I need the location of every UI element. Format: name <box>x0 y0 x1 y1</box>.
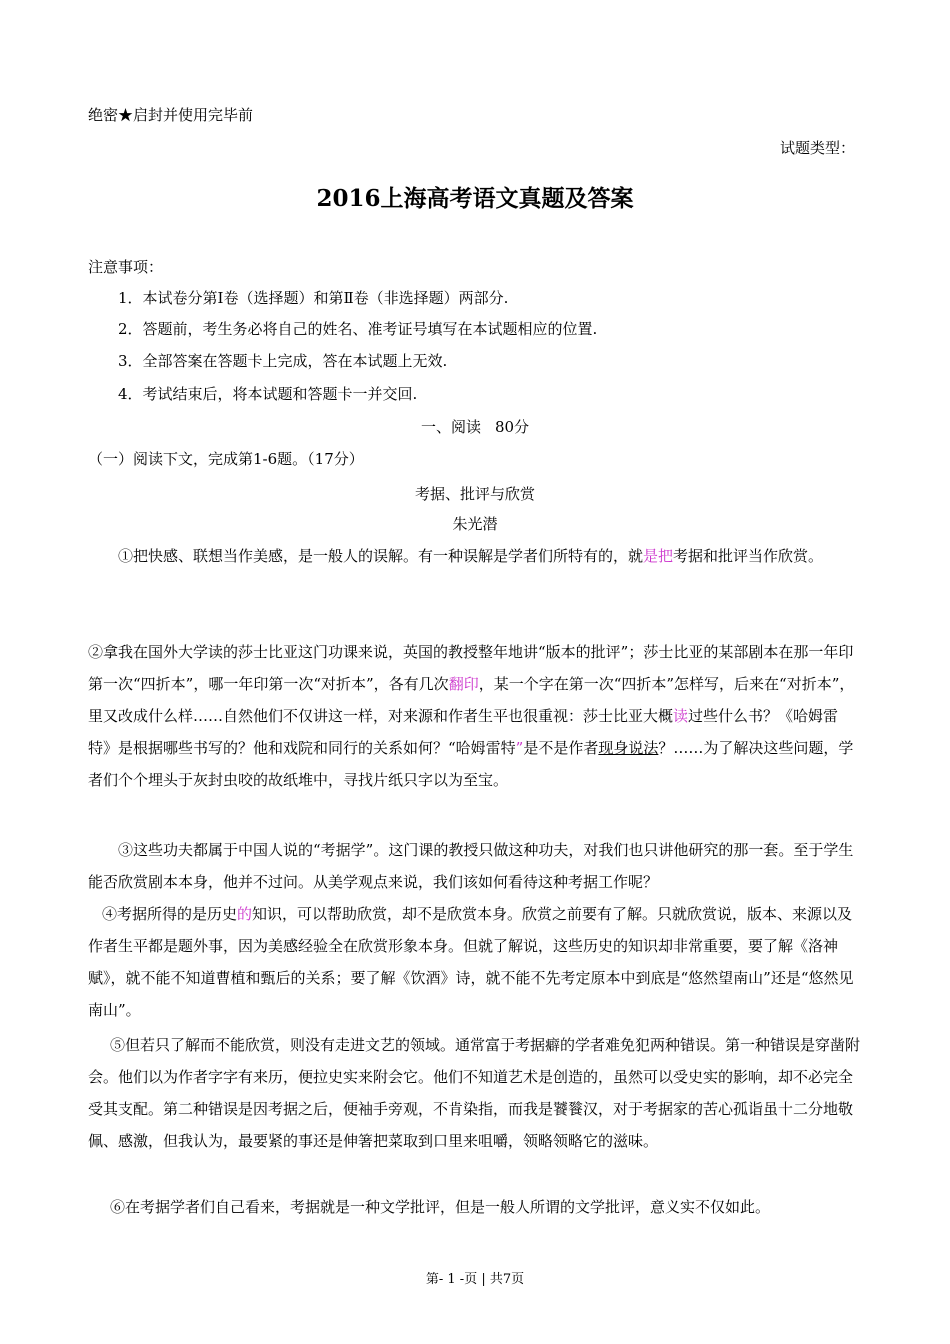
article-title: 考据、批评与欣赏 <box>414 485 535 503</box>
section-score: 80分 <box>494 418 530 436</box>
question-type-label: 试题类型： <box>779 139 855 157</box>
notice-heading: 注意事项： <box>88 258 164 276</box>
paragraph-2: ②拿我在国外大学读的莎士比亚这门功课来说，英国的教授整年地讲“版本的批评”；莎士比亚的某部剧本在那一年印第一次“四折本”，哪一年印第一次“对折本”，各有几次翻印，某一个字在第一次“四折本”怎样写，后来在“对折本”，里又改成什么样……自然他们不仅讲这一样，对来源和作者生平也很重视：莎士比亚大概读过些什么书？《哈姆雷特》是根据哪些书写的？他和戏院和同行的关系如何？“哈姆雷特”是不是作者现身说法？……为了解决这些问题，学者们个个埋头于灰封虫咬的故纸堆中，寻找片纸只字以为至宝。 <box>88 643 855 789</box>
paragraph-5: ⑤但若只了解而不能欣赏，则没有走进文艺的领域。通常富于考据癖的学者难免犯两种错误。第一种错误是穿凿附会。他们以为作者字字有来历，便拉史实来附会它。他们不知道艺术是创造的，虽然可以受史实的影响，却不必完全受其支配。第二种错误是因考据之后，便袖手旁观，不肯染指，而我是饕餮汉，对于考据家的苦心孤诣虽十二分地敬佩、感激，但我认为，最要紧的事还是伸箸把菜取到口里来咀嚼，领略领略它的滋味。 <box>88 1036 861 1150</box>
secret-label: 绝密★启封并使用完毕前 <box>88 106 254 124</box>
notice-item: 3．全部答案在答题卡上完成，答在本试题上无效. <box>118 352 448 370</box>
notice-item: 1．本试卷分第Ⅰ卷（选择题）和第Ⅱ卷（非选择题）两部分. <box>118 289 509 307</box>
article-author: 朱光潜 <box>452 515 498 533</box>
notice-item: 4．考试结束后，将本试题和答题卡一并交回. <box>118 385 418 403</box>
paragraph-3: ③这些功夫都属于中国人说的“考据学”。这门课的教授只做这种功夫，对我们也只讲他研究的那一套。至于学生能否欣赏剧本本身，他并不过问。从美学观点来说，我们该如何看待这种考据工作呢？ <box>88 841 854 891</box>
paragraph-6: ⑥在考据学者们自己看来，考据就是一种文学批评，但是一般人所谓的文学批评，意义实不仅如此。 <box>110 1198 771 1216</box>
notice-item: 2．答题前，考生务必将自己的姓名、准考证号填写在本试题相应的位置. <box>118 320 598 338</box>
section-title-text: 一、阅读 <box>420 418 481 436</box>
section-instruction: （一）阅读下文，完成第1-6题。（17分） <box>88 450 364 468</box>
paragraph-1: ①把快感、联想当作美感，是一般人的误解。有一种误解是学者们所特有的，就是把考据和批评当作欣赏。 <box>118 547 824 565</box>
section-title <box>0 416 950 437</box>
page-footer: 第- 1 -页 | 共7页 <box>425 1272 525 1287</box>
paragraph-4: ④考据所得的是历史的知识，可以帮助欣赏，却不是欣赏本身。欣赏之前要有了解。只就欣赏说，版本、来源以及作者生平都是题外事，因为美感经验全在欣赏形象本身。但就了解说，这些历史的知识却非常重要，要了解《洛神赋》，就不能不知道曹植和甄后的关系；要了解《饮酒》诗，就不能不先考定原本中到底是“悠然望南山”还是“悠然见南山”。 <box>88 905 854 1019</box>
page-title: 2016上海高考语文真题及答案 <box>316 185 634 212</box>
